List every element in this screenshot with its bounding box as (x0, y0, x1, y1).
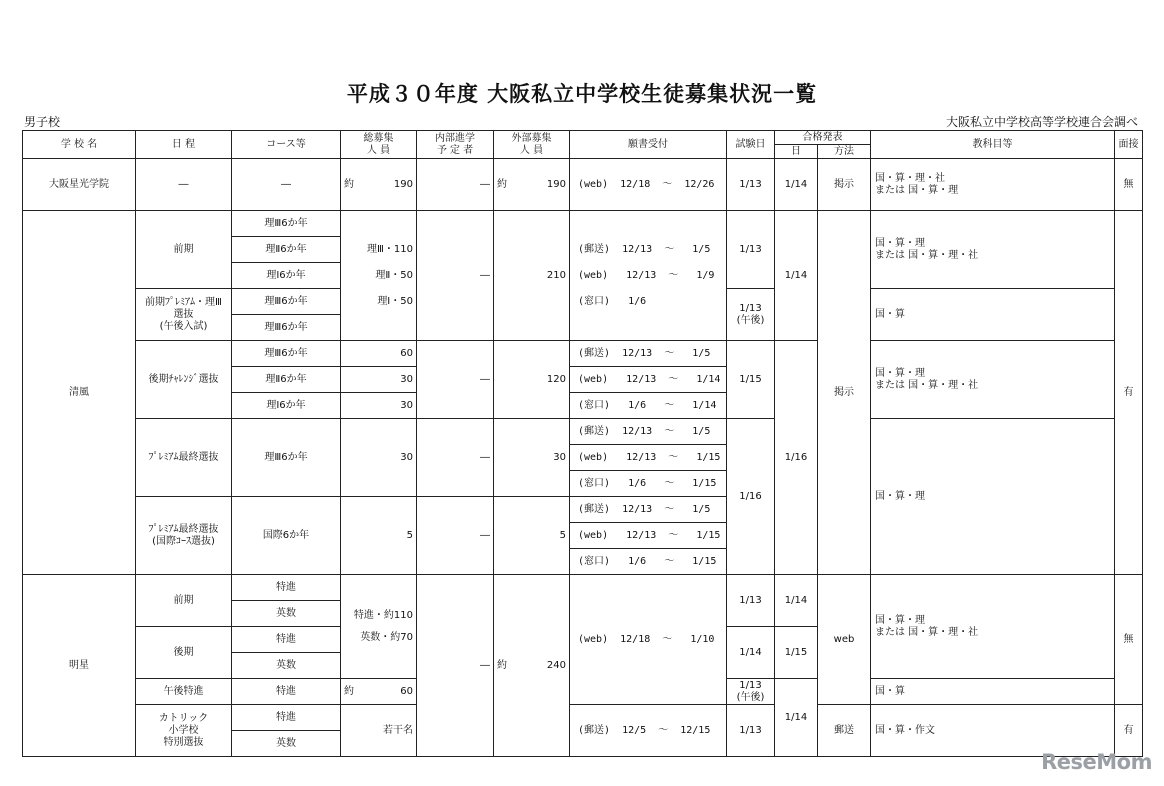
subjects-cell: 国・算・理 (871, 419, 1115, 575)
approx-label: 約 (497, 178, 507, 190)
schedule-cell: 後期ﾁｬﾚﾝｼﾞ選抜 (136, 341, 232, 419)
external-cell (494, 575, 570, 757)
application-line: (窓口) 1/6 ～ 1/15 (578, 477, 717, 489)
total-cell: 5 (341, 497, 417, 575)
course-cell: 英数 (232, 731, 341, 757)
table-row (23, 341, 1143, 367)
application-line: (web) 12/18 ～ 1/10 (578, 633, 715, 645)
section-label: 男子校 (24, 115, 61, 129)
external-value: 240 (546, 659, 566, 671)
header-row (23, 131, 1143, 145)
pass-method-cell: 掲示 (818, 211, 871, 575)
internal-cell: ― (417, 341, 494, 419)
subjects-line: または 国・算・理・社 (875, 249, 979, 261)
schedule-cell: 前期 (136, 211, 232, 289)
exam-date-cell: 1/13 (727, 705, 775, 757)
table-row (23, 705, 1143, 731)
application-cell (570, 549, 727, 575)
course-cell: 理Ⅰ6か年 (232, 263, 341, 289)
course-cell: 理Ⅲ6か年 (232, 341, 341, 367)
subjects-line: 国・算・理 (875, 614, 925, 626)
course-cell: 特進 (232, 679, 341, 705)
pass-day-cell: 1/14 (775, 159, 818, 211)
subjects-cell: 国・算・作文 (871, 705, 1115, 757)
subjects-line: または 国・算・理・社 (875, 626, 979, 638)
course-cell: 英数 (232, 601, 341, 627)
table-row (23, 575, 1143, 601)
schedule-cell: 午後特進 (136, 679, 232, 705)
exam-date-cell: 1/14 (727, 627, 775, 679)
application-line: (web) 12/13 ～ 1/9 (578, 269, 715, 281)
schedule-cell: ﾌﾟﾚﾐｱﾑ最終選抜 (136, 419, 232, 497)
total-cell (341, 679, 417, 705)
exam-date-line: 1/13 (739, 302, 762, 314)
header-total-line1: 総募集 (363, 132, 394, 144)
internal-cell: ― (417, 419, 494, 497)
subjects-line: 国・算・理 (875, 367, 925, 379)
schedule-line: 特別選抜 (163, 736, 204, 748)
header-internal (417, 131, 494, 159)
course-cell: 理Ⅲ6か年 (232, 289, 341, 315)
exam-date-cell: 1/13 (727, 159, 775, 211)
header-pass-day: 日 (775, 145, 818, 159)
application-line: (web) 12/13 ～ 1/15 (578, 451, 721, 463)
application-cell (570, 575, 727, 705)
course-cell: 国際6か年 (232, 497, 341, 575)
interview-cell: 無 (1115, 575, 1143, 705)
approx-label: 約 (344, 178, 354, 190)
pass-day-cell: 1/16 (775, 341, 818, 575)
table-row (23, 159, 1143, 211)
total-line: 英数・約70 (360, 631, 413, 643)
subjects-cell: 国・算 (871, 679, 1115, 705)
exam-date-line: (午後) (736, 691, 765, 703)
schedule-line: (国際ｺｰｽ選抜) (152, 535, 215, 547)
header-schedule: 日 程 (136, 131, 232, 159)
schedule-line: 前期ﾌﾟﾚﾐｱﾑ・理Ⅲ (145, 296, 222, 308)
course-cell: 特進 (232, 575, 341, 601)
header-pass-method: 方法 (818, 145, 871, 159)
header-course: コース等 (232, 131, 341, 159)
application-line: (郵送) 12/13 ～ 1/5 (578, 347, 711, 359)
pass-day-cell: 1/15 (775, 627, 818, 679)
schedule-cell (136, 497, 232, 575)
approx-label: 約 (344, 685, 354, 697)
external-cell: 5 (494, 497, 570, 575)
pass-method-cell: 郵送 (818, 705, 871, 757)
pass-method-cell: web (818, 575, 871, 705)
internal-cell: ― (417, 497, 494, 575)
internal-cell: ― (417, 211, 494, 341)
school-name: 清風 (23, 211, 136, 575)
application-line: (郵送) 12/13 ～ 1/5 (578, 503, 711, 515)
application-cell (570, 211, 727, 341)
header-total-line2: 人 員 (366, 144, 391, 156)
application-line: (web) 12/13 ～ 1/14 (578, 373, 721, 385)
total-cell: 若干名 (341, 705, 417, 757)
subjects-cell: 国・算 (871, 289, 1115, 341)
total-cell (341, 159, 417, 211)
application-cell (570, 367, 727, 393)
exam-date-cell (727, 679, 775, 705)
application-cell (570, 471, 727, 497)
total-cell (341, 211, 417, 341)
course-cell: 特進 (232, 705, 341, 731)
total-line: 理Ⅱ・50 (375, 269, 413, 281)
schedule-line: カトリック (158, 712, 209, 724)
total-cell: 30 (341, 419, 417, 497)
schedule-line: (午後入試) (159, 320, 208, 332)
application-line: (窓口) 1/6 ～ 1/15 (578, 555, 717, 567)
exam-date-line: (午後) (736, 314, 765, 326)
interview-cell: 有 (1115, 705, 1143, 757)
application-line: (窓口) 1/6 ～ 1/14 (578, 399, 717, 411)
application-line: (郵送) 12/5 ～ 12/15 (578, 724, 711, 736)
application-line: (郵送) 12/13 ～ 1/5 (578, 243, 711, 255)
schedule-cell: 後期 (136, 627, 232, 679)
schedule-cell: 前期 (136, 575, 232, 627)
subjects-cell (871, 211, 1115, 289)
external-cell: 210 (494, 211, 570, 341)
header-external-line1: 外部募集 (511, 132, 552, 144)
application-line: (web) 12/13 ～ 1/15 (578, 529, 721, 541)
total-value: 190 (393, 178, 413, 190)
subjects-line: 国・算・理・社 (875, 172, 945, 184)
external-cell: 120 (494, 341, 570, 419)
header-internal-line2: 予 定 者 (436, 144, 474, 156)
subjects-cell (871, 341, 1115, 419)
application-cell (570, 523, 727, 549)
subjects-cell (871, 575, 1115, 679)
external-cell: 30 (494, 419, 570, 497)
application-cell (570, 705, 727, 757)
total-line: 理Ⅰ・50 (377, 295, 413, 307)
application-cell (570, 419, 727, 445)
subjects-cell (871, 159, 1115, 211)
table-row (23, 211, 1143, 237)
header-school: 学 校 名 (23, 131, 136, 159)
school-name: 大阪星光学院 (23, 159, 136, 211)
application-cell (570, 341, 727, 367)
schedule-line: 小学校 (168, 724, 199, 736)
total-cell: 30 (341, 367, 417, 393)
course-cell: 理Ⅲ6か年 (232, 419, 341, 497)
total-cell: 60 (341, 341, 417, 367)
exam-date-cell: 1/13 (727, 211, 775, 289)
header-subjects: 教科目等 (871, 131, 1115, 159)
header-application: 願書受付 (570, 131, 727, 159)
exam-date-cell (727, 289, 775, 341)
total-line: 特進・約110 (353, 609, 413, 621)
header-pass: 合格発表 (775, 131, 871, 145)
course-cell: 理Ⅱ6か年 (232, 237, 341, 263)
subjects-line: 国・算・理 (875, 237, 925, 249)
course-cell: 理Ⅱ6か年 (232, 367, 341, 393)
course-cell: ― (232, 159, 341, 211)
exam-date-cell: 1/16 (727, 419, 775, 575)
header-internal-line1: 内部進学 (435, 132, 475, 144)
pass-day-cell: 1/14 (775, 575, 818, 627)
schedule-cell (136, 289, 232, 341)
page-title: 平成３０年度 大阪私立中学校生徒募集状況一覧 (346, 82, 818, 106)
subjects-line: または 国・算・理・社 (875, 379, 979, 391)
total-line: 理Ⅲ・110 (367, 243, 413, 255)
header-external (494, 131, 570, 159)
application-line: (web) 12/18 ～ 12/26 (578, 178, 715, 190)
application-cell (570, 393, 727, 419)
schedule-cell (136, 705, 232, 757)
application-line: (窓口) 1/6 (578, 295, 647, 307)
internal-cell: ― (417, 159, 494, 211)
pass-day-cell: 1/14 (775, 211, 818, 341)
schedule-cell: ― (136, 159, 232, 211)
header-exam-date: 試験日 (727, 131, 775, 159)
header-total (341, 131, 417, 159)
header-external-line2: 人 員 (519, 144, 544, 156)
application-cell (570, 497, 727, 523)
approx-label: 約 (497, 659, 507, 671)
recruitment-table (22, 130, 1143, 757)
schedule-line: 選抜 (173, 308, 194, 320)
total-cell: 30 (341, 393, 417, 419)
school-name: 明星 (23, 575, 136, 757)
interview-cell: 無 (1115, 159, 1143, 211)
exam-date-cell: 1/15 (727, 341, 775, 419)
exam-date-line: 1/13 (739, 679, 762, 691)
application-line: (郵送) 12/13 ～ 1/5 (578, 425, 711, 437)
interview-cell: 有 (1115, 211, 1143, 575)
exam-date-cell: 1/13 (727, 575, 775, 627)
external-value: 190 (546, 178, 566, 190)
application-cell (570, 445, 727, 471)
internal-cell: ― (417, 575, 494, 757)
course-cell: 英数 (232, 653, 341, 679)
total-cell (341, 575, 417, 679)
external-cell (494, 159, 570, 211)
header-interview: 面接 (1115, 131, 1143, 159)
course-cell: 理Ⅲ6か年 (232, 211, 341, 237)
course-cell: 特進 (232, 627, 341, 653)
schedule-line: ﾌﾟﾚﾐｱﾑ最終選抜 (148, 523, 219, 535)
course-cell: 理Ⅰ6か年 (232, 393, 341, 419)
table-row (23, 419, 1143, 445)
course-cell: 理Ⅲ6か年 (232, 315, 341, 341)
application-cell (570, 159, 727, 211)
resemom-logo: ReseMom (1041, 750, 1152, 774)
pass-day-cell: 1/14 (775, 679, 818, 757)
total-value: 60 (400, 685, 413, 697)
pass-method-cell: 掲示 (818, 159, 871, 211)
subjects-line: または 国・算・理 (875, 184, 959, 196)
source-label: 大阪私立中学校高等学校連合会調べ (945, 115, 1138, 129)
